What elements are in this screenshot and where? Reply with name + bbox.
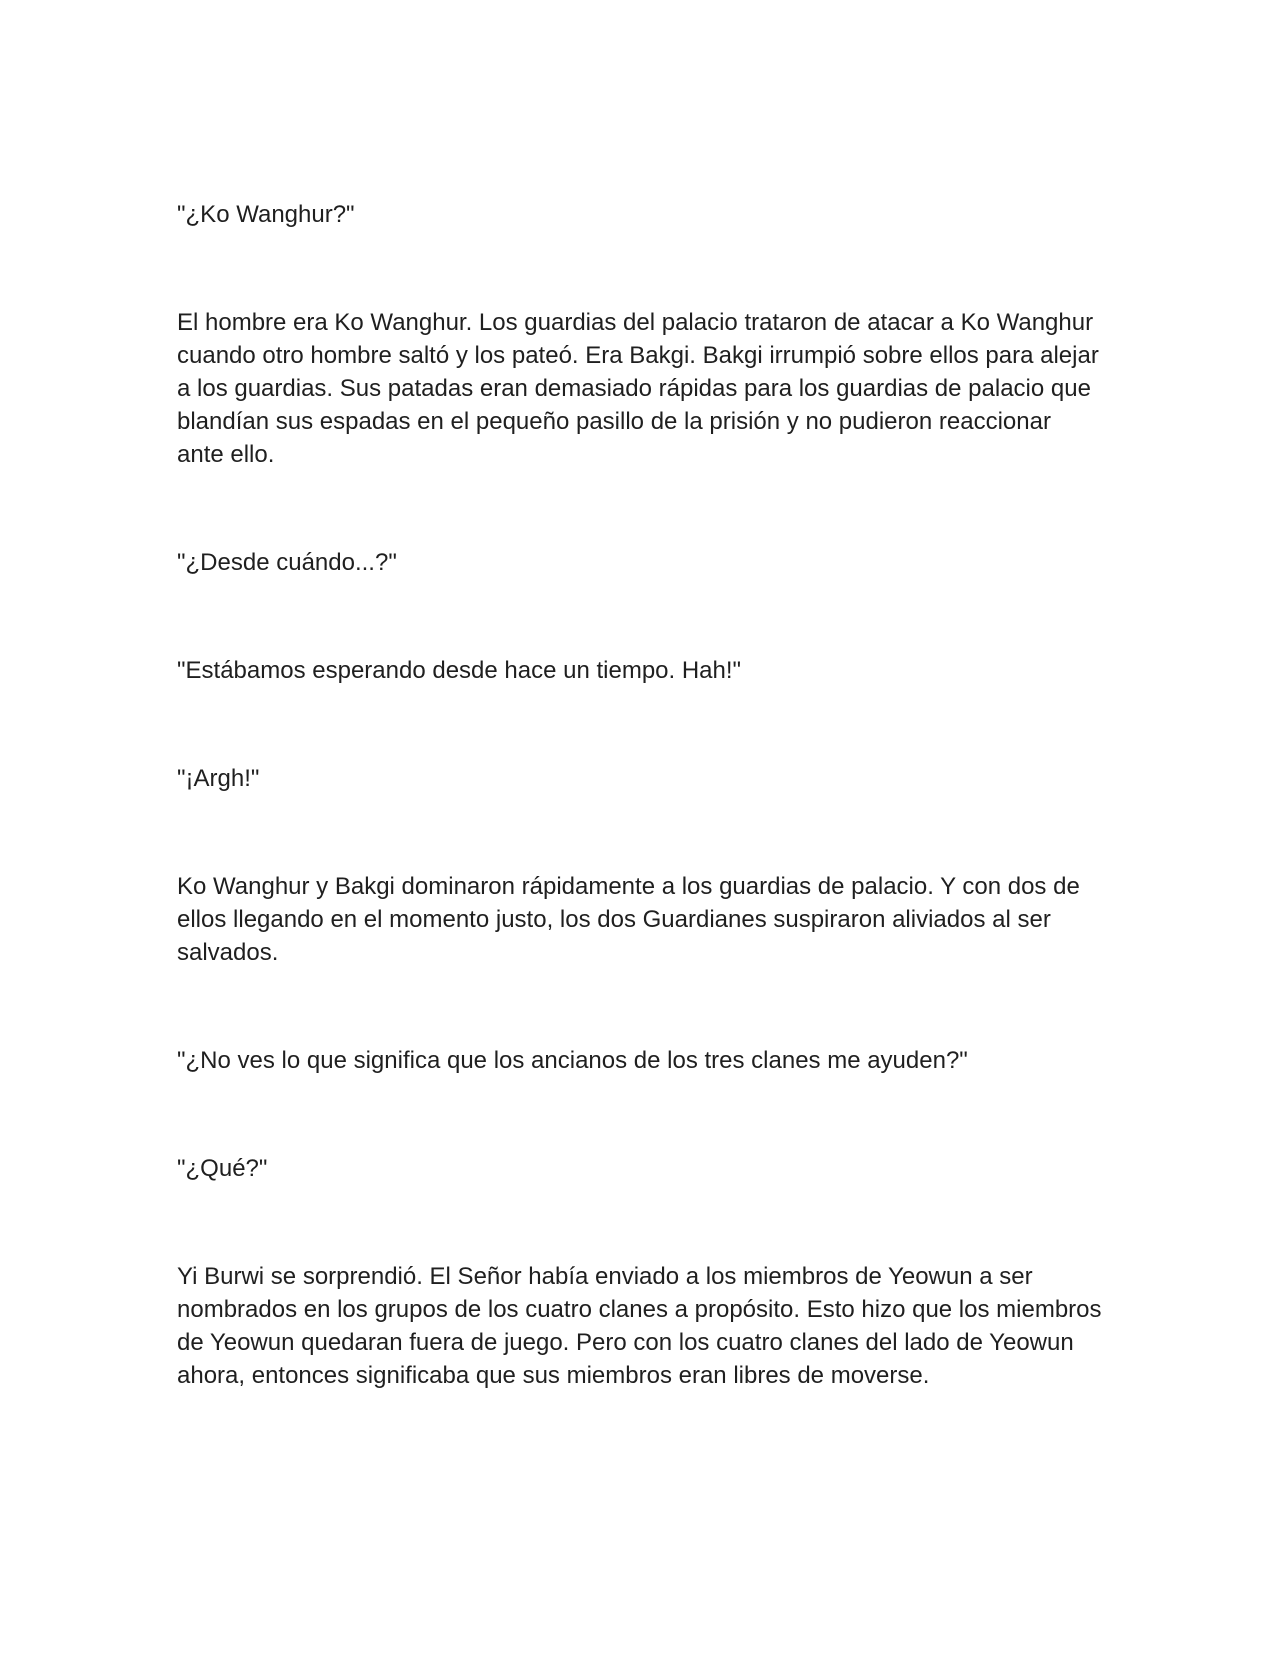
paragraph-narration: Yi Burwi se sorprendió. El Señor había enviado a los miembros de Yeowun a ser nombrados en los grupos de los cuatro clanes a propósito. Esto hizo que los miembros de Yeowun quedaran fuera de juego. Pero con los cuatro clanes del lado de Yeowun ahora, entonces significaba que sus miembros eran libres de moverse. [177,1263,1102,1389]
document-body [177,198,1102,1467]
paragraph-narration: El hombre era Ko Wanghur. Los guardias del palacio trataron de atacar a Ko Wanghur cuando otro hombre saltó y los pateó. Era Bakgi. Bakgi irrumpió sobre ellos para alejar a los guardias. Sus patadas eran demasiado rápidas para los guardias de palacio que blandían sus espadas en el pequeño pasillo de la prisión y no pudieron reaccionar ante ello. [177,309,1099,468]
paragraph-dialogue: "¿No ves lo que significa que los ancianos de los tres clanes me ayuden?" [177,1047,968,1074]
paragraph-dialogue: "¡Argh!" [177,765,260,792]
paragraph-dialogue: "¿Ko Wanghur?" [177,201,355,228]
paragraph-dialogue: "¿Qué?" [177,1155,268,1182]
paragraph-dialogue: "Estábamos esperando desde hace un tiempo. Hah!" [177,657,742,684]
paragraph-dialogue: "¿Desde cuándo...?" [177,549,397,576]
paragraph-narration: Ko Wanghur y Bakgi dominaron rápidamente a los guardias de palacio. Y con dos de ellos llegando en el momento justo, los dos Guardianes suspiraron aliviados al ser salvados. [177,873,1080,966]
